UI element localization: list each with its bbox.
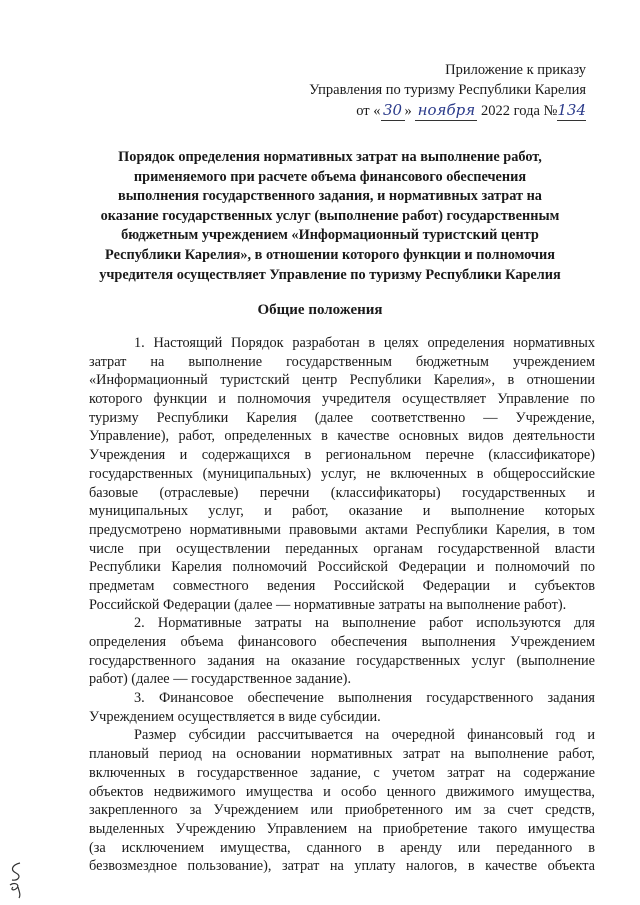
title-line: применяемого при расчете объема финансового обеспечения [133, 168, 527, 185]
title-line: выполнения государственного задания, и нормативных затрат на [118, 188, 542, 205]
body-line: туризму Республики Карелия (далее соответственно — Учреждение, [89, 409, 595, 426]
body-line: муниципальных услуг, и работ, оказание и выполнение которых [89, 503, 595, 520]
body-line: закрепленного за Учреждением или приобретенного им за счет средств, [89, 802, 595, 819]
body-line: работ) (далее — государственное задание). [89, 671, 352, 688]
title-line: учредителя осуществляет Управление по туризму Республики Карелия [99, 266, 561, 283]
body-line: государственных (муниципальных) услуг, не включенных в общероссийские [89, 465, 595, 482]
section-heading: Общие положения [257, 302, 383, 318]
body-line: плановый период на основании нормативных затрат на выполнение работ, [89, 746, 595, 763]
body-line: базовые (отраслевые) перечни (классификаторы) государственных и [89, 484, 595, 501]
body-line: государственного задания на оказание государственных услуг (выполнение [89, 652, 595, 669]
body-line: (за исключением имущества, сданного в аренду или переданного в [89, 839, 595, 856]
body-line: Управление), работ, определенных в качестве основных видов деятельности [89, 428, 595, 445]
body-line: 1. Настоящий Порядок разработан в целях определения нормативных [134, 335, 595, 351]
body-line: предусмотрено нормативными правовыми актами Республики Карелия, в том [89, 521, 595, 538]
document-title [60, 148, 600, 285]
body-line: 3. Финансовое обеспечение выполнения государственного задания [134, 690, 595, 707]
signature-mark [4, 860, 26, 900]
body-line: включенных в государственное задание, с учетом затрат на содержание [89, 764, 595, 781]
body-line: Размер субсидии рассчитывается на очередной финансовый год и [134, 727, 595, 744]
body-line: предметам совместного ведения Российской Федерации и субъектов [89, 577, 595, 594]
appendix-header [309, 60, 586, 121]
title-line: оказание государственных услуг (выполнение работ) государственным [100, 207, 560, 224]
body-line: Республики Карелия полномочий Российской Федерации и полномочий по [89, 559, 595, 576]
year-text: 2022 года № [481, 103, 558, 119]
handwritten-order-number: 134 [557, 101, 586, 119]
body-line: «Информационный туристский центр Республики Карелия», в отношении [89, 372, 595, 389]
appendix-line-1: Приложение к приказу [445, 62, 586, 78]
appendix-line-2: Управления по туризму Республики Карелия [309, 82, 586, 98]
title-line: Республики Карелия», в отношении которого функции и полномочия [105, 246, 555, 263]
body-line: 2. Нормативные затраты на выполнение работ используются для [134, 615, 595, 632]
document-body [89, 334, 595, 876]
title-line: бюджетным учреждением «Информационный туристский центр [121, 227, 539, 244]
body-line: выделенных Учреждению Управлением на приобретение такого имущества [89, 820, 595, 837]
body-line: Учреждением осуществляется в виде субсидии. [89, 708, 381, 725]
body-line: Российской Федерации (далее — нормативные затраты на выполнение работ). [89, 596, 567, 613]
body-line: которого функции и полномочия учредителя осуществляет Управление по [89, 391, 595, 408]
body-line: объектов недвижимого имущества и особо ценного движимого имущества, [89, 783, 595, 800]
body-line: безвозмездное пользование), затрат на уплату налогов, в качестве объекта [89, 858, 595, 875]
appendix-date-line [309, 100, 586, 121]
body-line: Учреждения и содержащихся в региональном перечне (классификаторе) [89, 447, 595, 464]
body-line: определения объема финансового обеспечения выполнения Учреждением [89, 634, 595, 650]
handwritten-month: ноября [415, 100, 477, 121]
handwritten-day: 30 [381, 100, 405, 121]
date-mid: » [404, 103, 412, 119]
body-line: затрат на выполнение государственным бюджетным учреждением [89, 353, 595, 370]
title-line: Порядок определения нормативных затрат на выполнение работ, [118, 149, 542, 165]
body-line: числе при осуществлении переданных органам государственной власти [89, 540, 595, 557]
date-prefix: от « [356, 103, 381, 119]
